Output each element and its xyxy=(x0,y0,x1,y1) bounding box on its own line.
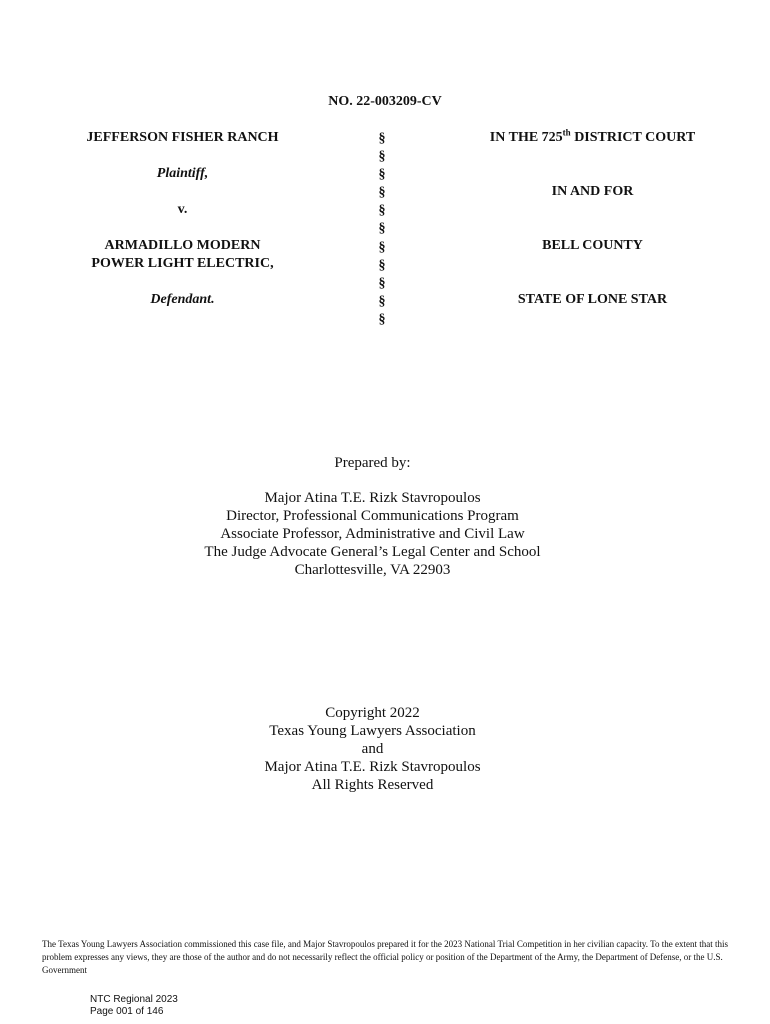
section-symbol: § xyxy=(378,257,386,273)
rights-reserved: All Rights Reserved xyxy=(311,777,434,793)
section-symbol: § xyxy=(378,185,386,201)
section-symbol: § xyxy=(378,131,386,146)
footer-event: NTC Regional 2023 xyxy=(90,994,178,1005)
section-symbol: § xyxy=(378,167,386,183)
copyright-line: Copyright 2022 xyxy=(325,705,420,721)
versus-text: v. xyxy=(177,202,188,217)
copyright-holder: Texas Young Lawyers Association xyxy=(269,723,476,739)
plaintiff-name: JEFFERSON FISHER RANCH xyxy=(86,130,279,145)
section-symbol: § xyxy=(378,275,386,291)
copyright-block xyxy=(150,704,595,794)
state-name: STATE OF LONE STAR xyxy=(517,292,668,307)
disclaimer-footnote: The Texas Young Lawyers Association commissioned this case file, and Major Stavropoulos prepared it for the 2023 National Trial Competition in her civilian capacity. To the extent that this problem expresses any views, they are those of the author and do not necessarily reflect the official policy or position of the Department of the Army, the Department of Defense, or the U.S. Government xyxy=(42,939,728,975)
section-symbol: § xyxy=(378,311,386,327)
defendant-label: Defendant. xyxy=(150,292,215,307)
author-name: Major Atina T.E. Rizk Stavropoulos xyxy=(264,490,481,506)
plaintiff-label: Plaintiff, xyxy=(156,166,209,181)
county-name: BELL COUNTY xyxy=(542,238,643,253)
in-and-for: IN AND FOR xyxy=(551,184,634,199)
section-symbol: § xyxy=(378,239,386,255)
defendant-name-line2: POWER LIGHT ELECTRIC, xyxy=(91,256,274,271)
author-title: Director, Professional Communications Program xyxy=(226,508,519,524)
court-ordinal-suffix: th xyxy=(562,127,571,138)
section-symbol: § xyxy=(378,221,386,237)
author-address: Charlottesville, VA 22903 xyxy=(294,562,451,578)
section-symbol: § xyxy=(378,293,386,309)
court-prefix: IN THE 725 xyxy=(489,130,563,145)
court-suffix: DISTRICT COURT xyxy=(570,130,696,145)
section-symbol: § xyxy=(378,203,386,219)
copyright-conjunction: and xyxy=(361,741,384,757)
copyright-holder: Major Atina T.E. Rizk Stavropoulos xyxy=(264,759,481,775)
court-name xyxy=(470,127,715,146)
section-symbol-column xyxy=(370,130,394,329)
author-institution: The Judge Advocate General’s Legal Center and School xyxy=(204,544,541,560)
section-symbol: § xyxy=(378,149,386,165)
footer-page-number: Page 001 of 146 xyxy=(90,1006,164,1017)
prepared-by-heading: Prepared by: xyxy=(334,455,411,471)
prepared-by-block xyxy=(150,489,595,579)
page-footer xyxy=(90,994,178,1018)
case-number: NO. 22-003209-CV xyxy=(328,94,442,109)
defendant-name-line1: ARMADILLO MODERN xyxy=(104,238,261,253)
author-title: Associate Professor, Administrative and Civil Law xyxy=(220,526,525,542)
